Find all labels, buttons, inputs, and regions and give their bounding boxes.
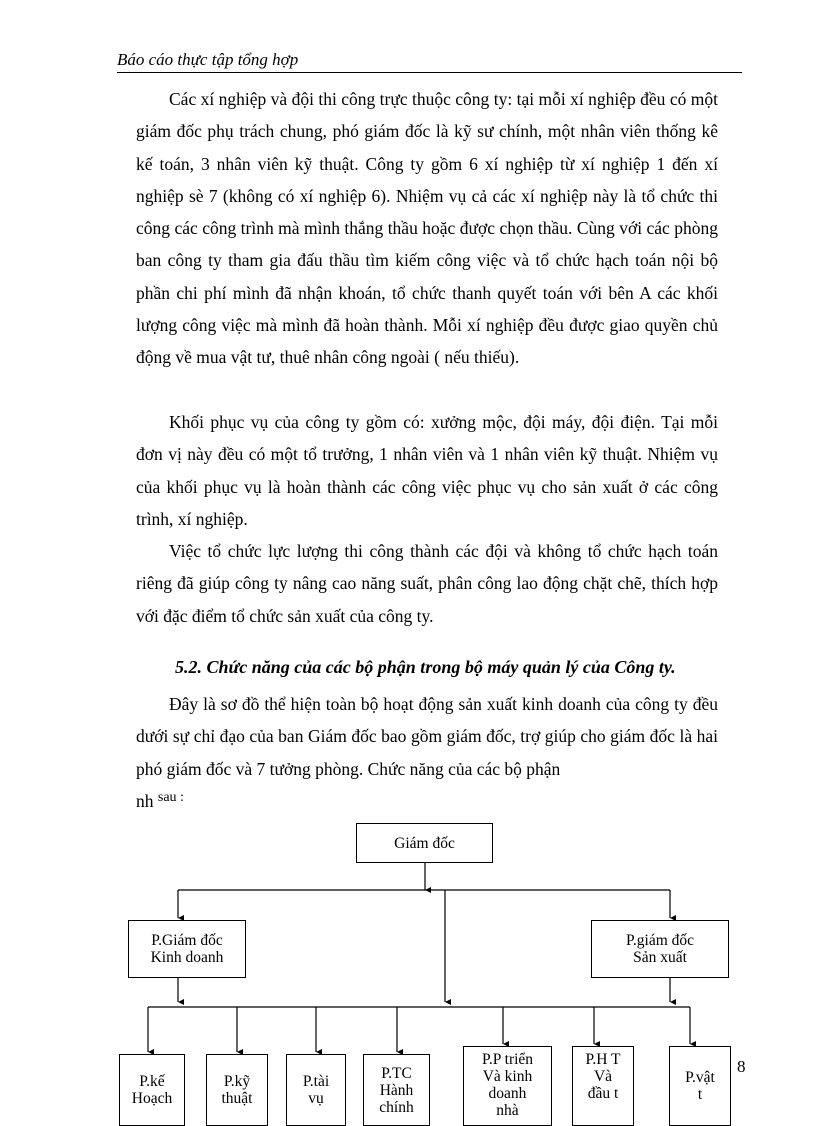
org-box-label-line: Sản xuất (633, 949, 687, 966)
org-box-deputy-production (591, 920, 729, 978)
org-box-dept-technical (206, 1054, 268, 1126)
org-box-director-label: Giám đốc (394, 834, 455, 852)
org-box-dept-planning (119, 1054, 185, 1126)
org-box-label-line: Và kinh (482, 1068, 533, 1085)
header-title: Báo cáo thực tập tổng hợp (117, 50, 299, 69)
paragraph-4-tail-b: sau : (157, 790, 184, 805)
org-box-label-line: thuật (221, 1090, 253, 1107)
org-box-label-line: P.kỹ (223, 1073, 251, 1090)
org-box-label-line: Và (593, 1068, 613, 1085)
org-box-dept-materials (669, 1046, 731, 1126)
org-box-label-line: chính (379, 1098, 414, 1116)
paragraph-1-text: Các xí nghiệp và đội thi công trực thuộc công ty: tại mỗi xí nghiệp đều có một giám đốc phụ trách chung, phó giám đốc là kỹ sư chính, một nhân viên thống kê kế toán, 3 nhân viên kỹ thuật. Công ty gồm 6 xí nghiệp từ xí nghiệp 1 đến xí nghiệp sè 7 (không có xí nghiệp 6). Nhiệm vụ cả các xí nghiệp này là tổ chức thi công các công trình mà mình thắng thầu hoặc được chọn thầu. Cùng với các phòng ban công ty tham gia đấu thầu tìm kiếm công việc và tổ chức hạch toán nội bộ phần chi phí mình đã nhận khoán, tổ chức thanh quyết toán với bên A các khối lượng công việc mà mình đã hoàn thành. Mỗi xí nghiệp đều được giao quyền chủ động về mua vật tư, thuê nhân công ngoài ( nếu thiếu). (136, 89, 718, 368)
org-box-label-line: vụ (308, 1090, 324, 1107)
org-box-label-line: Hoạch (131, 1090, 173, 1107)
org-box-dept-finance (286, 1054, 346, 1126)
org-box-label-line: P.Giám đốc (151, 932, 223, 949)
paragraph-3-text: Việc tổ chức lực lượng thi công thành các đội và không tổ chức hạch toán riêng đã giúp công ty nâng cao năng suất, phân công lao động chặt chẽ, thích hợp với đặc điểm tổ chức sản xuất của công ty. (136, 541, 718, 626)
org-box-deputy-business (128, 920, 246, 978)
org-box-label-line: P.giám đốc (625, 932, 695, 949)
paragraph-4-tail-a: nh (136, 791, 154, 811)
org-box-dept-admin (363, 1054, 430, 1126)
org-box-label-line: P.kế (139, 1073, 165, 1090)
org-box-label-line: Hành (379, 1081, 414, 1099)
section-heading: 5.2. Chức năng của các bộ phận trong bộ máy quản lý của Công ty. (175, 657, 676, 677)
org-box-label-line: P.vật (685, 1069, 715, 1086)
paragraph-4-text: Đây là sơ đồ thể hiện toàn bộ hoạt động sản xuất kinh doanh của công ty đều dưới sự chỉ đạo của ban Giám đốc bao gồm giám đốc, trợ giúp cho giám đốc là hai phó giám đốc và 7 tưởng phòng. Chức năng của các bộ phận (136, 694, 718, 779)
org-box-label-line: đầu t (587, 1085, 619, 1102)
org-box-label-line: P.tài (302, 1073, 330, 1090)
org-box-director (356, 823, 493, 863)
org-box-label-line: doanh (488, 1085, 527, 1102)
org-box-dept-development (463, 1046, 552, 1126)
org-box-label-line: t (697, 1086, 703, 1103)
org-box-label-line: P.P triển (481, 1051, 534, 1068)
org-box-label-line: Kinh doanh (150, 949, 224, 966)
org-box-dept-investment (572, 1046, 634, 1126)
org-box-label-line: P.TC (381, 1064, 412, 1082)
page-number: 8 (737, 1057, 746, 1076)
org-box-label-line: nhà (496, 1102, 519, 1119)
paragraph-2-text: Khối phục vụ của công ty gồm có: xưởng mộc, đội máy, đội điện. Tại mỗi đơn vị này đều có một tổ trưởng, 1 nhân viên và 1 nhân viên kỹ thuật. Nhiệm vụ của khối phục vụ là hoàn thành các công việc phục vụ cho sản xuất ở các công trình, xí nghiệp. (136, 412, 718, 529)
org-box-label-line: P.H T (585, 1051, 621, 1068)
